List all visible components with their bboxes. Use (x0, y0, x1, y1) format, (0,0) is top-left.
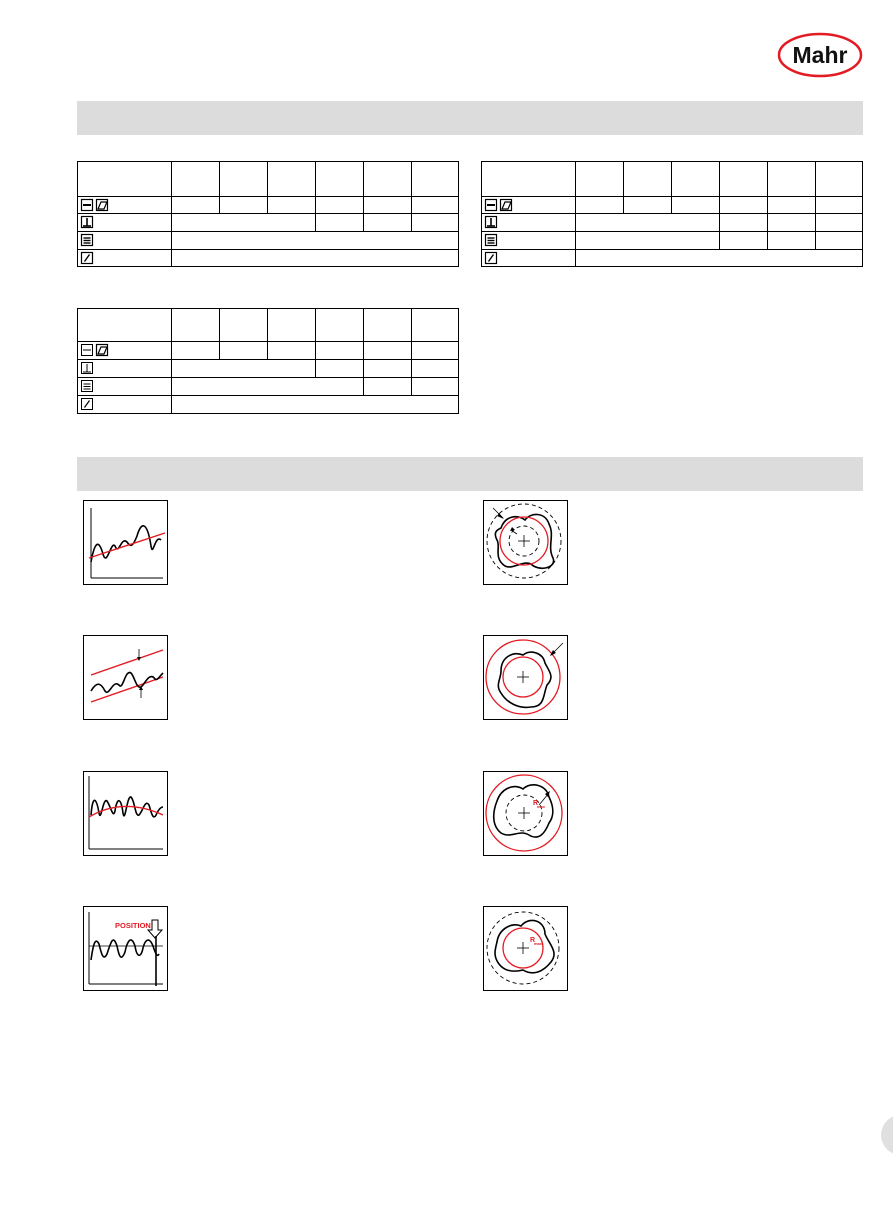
r-max-subscript: max (537, 804, 546, 809)
least-squares-circle-diagram (483, 500, 568, 585)
r-max-label-2: R (530, 937, 536, 944)
least-squares-line-diagram (83, 500, 168, 585)
r-max-label: R (533, 800, 539, 807)
position-diagram (83, 906, 168, 991)
maximum-inscribed-circle-diagram (483, 771, 568, 856)
page-number-tab (881, 1115, 893, 1155)
section-header-band-1 (77, 101, 863, 135)
r-max-subscript-2: max (534, 941, 543, 946)
minimum-zone-lines-diagram (83, 635, 168, 720)
least-squares-curve-diagram (83, 771, 168, 856)
logo-text: Mahr (792, 42, 848, 68)
minimum-circumscribed-circle-diagram (483, 635, 568, 720)
tolerance-table-3 (77, 308, 460, 415)
mahr-logo (777, 31, 863, 79)
section-header-band-2 (77, 457, 863, 491)
minimum-zone-circles-diagram (483, 906, 568, 991)
position-label: POSITION (115, 921, 151, 930)
tolerance-table-1 (77, 161, 460, 268)
tolerance-table-2 (481, 161, 864, 268)
